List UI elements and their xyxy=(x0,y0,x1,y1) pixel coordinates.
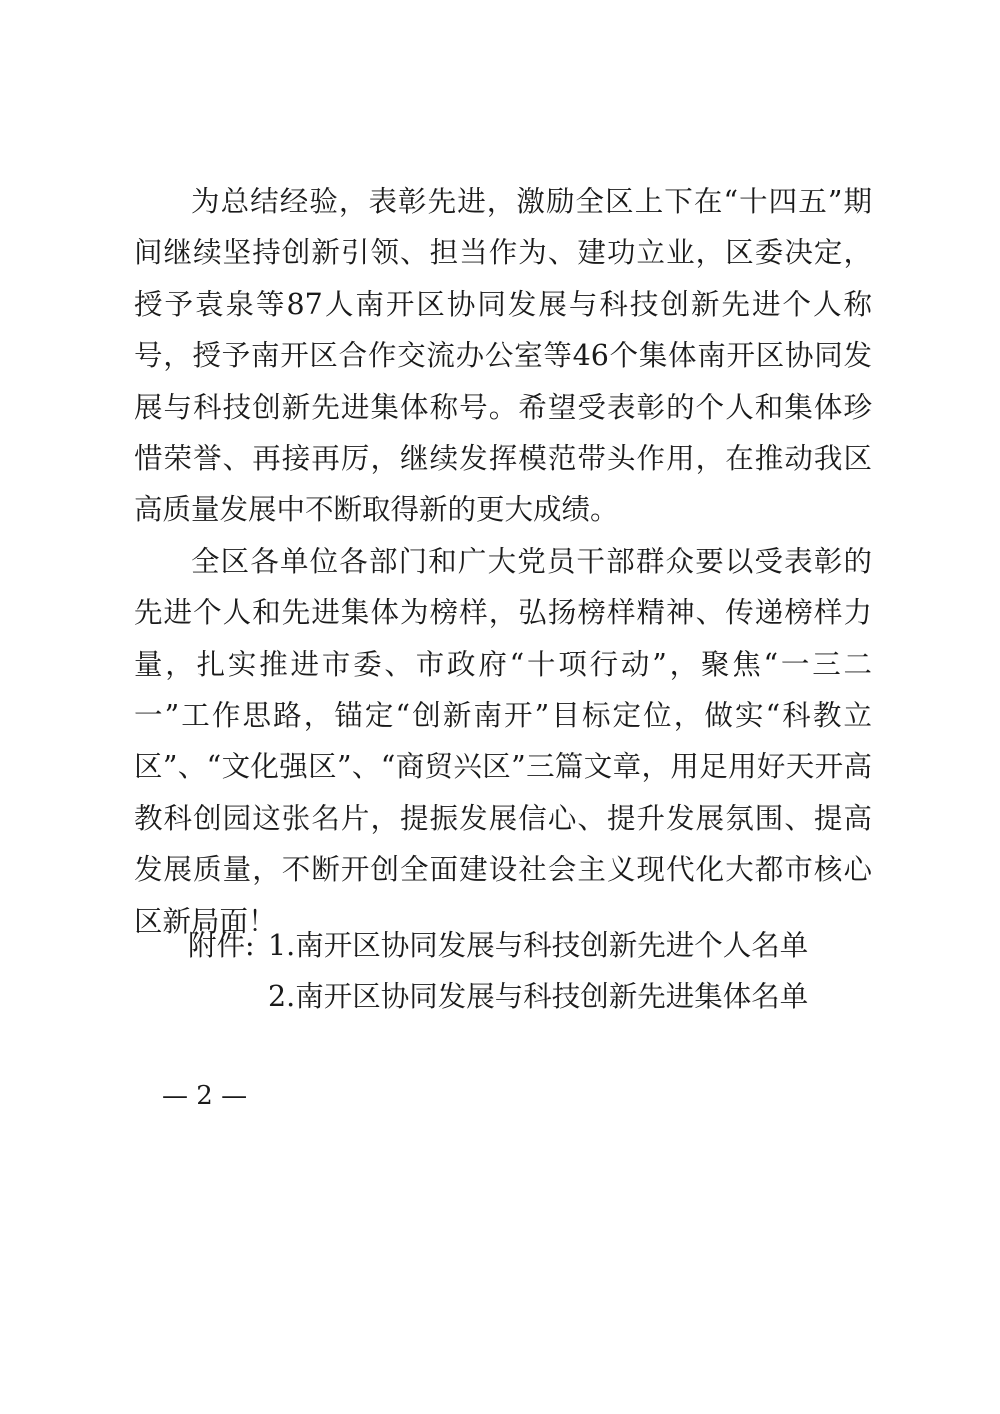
paragraph-commendation: 为总结经验，表彰先进，激励全区上下在“十四五”期间继续坚持创新引领、担当作为、建功立业，区委决定，授予袁泉等87人南开区协同发展与科技创新先进个人称号，授予南开区合作交流办公室等46个集体南开区协同发展与科技创新先进集体称号。希望受表彰的个人和集体珍惜荣誉、再接再厉，继续发挥模范带头作用，在推动我区高质量发展中不断取得新的更大成绩。 xyxy=(134,185,872,527)
body-text xyxy=(134,176,872,947)
attachment-item-text: 2.南开区协同发展与科技创新先进集体名单 xyxy=(268,980,809,1013)
attachments-label: 附件: xyxy=(188,929,255,962)
paragraph-call-to-action: 全区各单位各部门和广大党员干部群众要以受表彰的先进个人和先进集体为榜样，弘扬榜样精神、传递榜样力量，扎实推进市委、市政府“十项行动”，聚焦“一三二一”工作思路，锚定“创新南开”目标定位，做实“科教立区”、“文化强区”、“商贸兴区”三篇文章，用足用好天开高教科创园这张名片，提振发展信心、提升发展氛围、提高发展质量，不断开创全面建设社会主义现代化大都市核心区新局面！ xyxy=(134,544,872,938)
attachment-item xyxy=(188,971,878,1022)
page-number: — 2 — xyxy=(162,1081,248,1111)
attachment-item xyxy=(188,920,878,971)
attachment-item-text: 1.南开区协同发展与科技创新先进个人名单 xyxy=(268,929,809,962)
attachments-list xyxy=(188,920,878,1022)
